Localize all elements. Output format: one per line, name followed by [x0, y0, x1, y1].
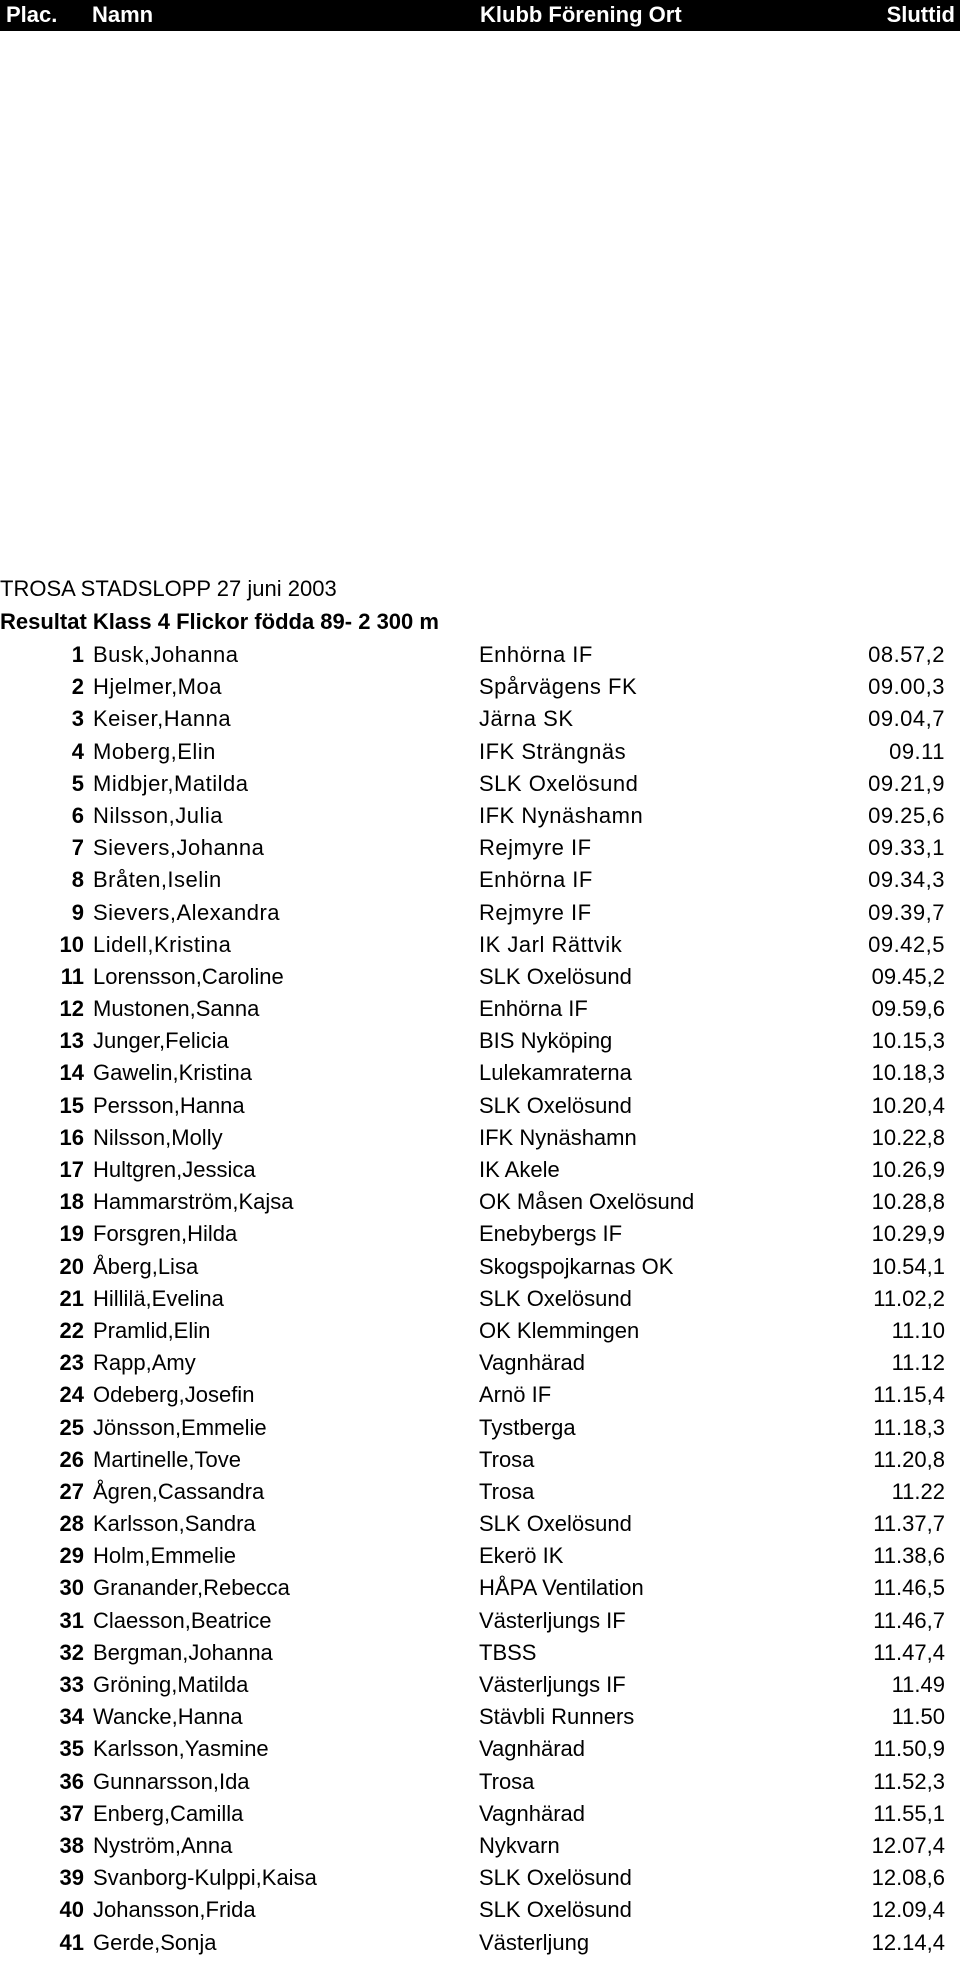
result-place: 21	[59, 1285, 84, 1311]
result-club: SLK Oxelösund	[479, 1285, 632, 1311]
result-place: 29	[59, 1543, 84, 1569]
result-place: 28	[59, 1511, 84, 1537]
result-name: Mustonen,Sanna	[93, 996, 260, 1022]
result-name: Persson,Hanna	[93, 1092, 245, 1118]
result-row	[0, 1318, 960, 1350]
result-row	[0, 1060, 960, 1092]
result-club: SLK Oxelösund	[479, 1897, 632, 1923]
result-row	[0, 1801, 960, 1833]
result-time: 10.15,3	[871, 1028, 945, 1054]
result-place: 11	[60, 963, 84, 989]
result-row	[0, 1028, 960, 1060]
result-place: 19	[59, 1221, 84, 1247]
result-time: 09.34,3	[868, 867, 945, 893]
result-club: Rejmyre IF	[479, 899, 592, 925]
result-place: 41	[59, 1929, 84, 1955]
result-place: 14	[59, 1060, 84, 1086]
result-row	[0, 1447, 960, 1479]
result-name: Åberg,Lisa	[93, 1253, 199, 1279]
result-row	[0, 996, 960, 1028]
result-name: Hultgren,Jessica	[93, 1157, 256, 1182]
result-name: Pramlid,Elin	[93, 1317, 211, 1343]
result-row	[0, 1769, 960, 1801]
result-time: 10.26,9	[871, 1157, 945, 1182]
result-row	[0, 1479, 960, 1511]
result-club: Vagnhärad	[479, 1800, 586, 1826]
result-place: 9	[71, 899, 84, 925]
result-place: 2	[71, 674, 84, 700]
result-time: 09.00,3	[868, 674, 945, 700]
result-time: 10.54,1	[871, 1253, 945, 1279]
result-name: Gawelin,Kristina	[93, 1060, 252, 1086]
result-club: OK Måsen Oxelösund	[479, 1189, 695, 1215]
result-place: 7	[71, 835, 84, 861]
result-time: 12.09,4	[871, 1897, 945, 1923]
result-place: 10	[59, 931, 84, 957]
result-row	[0, 1833, 960, 1865]
result-time: 11.20,8	[873, 1446, 945, 1472]
result-row	[0, 1382, 960, 1414]
result-name: Sievers,Johanna	[93, 835, 265, 861]
result-row	[0, 1415, 960, 1447]
result-name: Lidell,Kristina	[93, 931, 232, 957]
result-name: Johansson,Frida	[93, 1897, 256, 1923]
result-name: Nyström,Anna	[93, 1832, 233, 1858]
result-name: Nilsson,Julia	[93, 802, 223, 828]
result-club: IK Akele	[479, 1157, 560, 1182]
result-time: 09.33,1	[868, 835, 945, 861]
result-name: Martinelle,Tove	[93, 1446, 241, 1472]
result-name: Ågren,Cassandra	[93, 1478, 265, 1504]
result-time: 11.12	[891, 1350, 945, 1376]
result-place: 1	[71, 642, 84, 667]
result-time: 11.37,7	[873, 1511, 945, 1537]
result-name: Forsgren,Hilda	[93, 1221, 238, 1247]
result-club: Enebybergs IF	[479, 1221, 623, 1247]
result-place: 12	[59, 996, 84, 1022]
result-place: 20	[59, 1253, 84, 1279]
result-club: HÅPA Ventilation	[479, 1575, 644, 1601]
result-name: Lorensson,Caroline	[93, 963, 284, 989]
result-club: Nykvarn	[479, 1832, 560, 1858]
result-place: 35	[59, 1736, 84, 1762]
result-time: 11.38,6	[873, 1543, 945, 1569]
result-time: 10.28,8	[871, 1189, 945, 1215]
result-name: Jönsson,Emmelie	[93, 1414, 267, 1440]
result-place: 37	[59, 1800, 84, 1826]
result-name: Hillilä,Evelina	[93, 1285, 224, 1311]
result-name: Midbjer,Matilda	[93, 770, 249, 796]
result-row	[0, 674, 960, 706]
result-time: 11.18,3	[873, 1414, 945, 1440]
result-place: 26	[59, 1446, 84, 1472]
result-club: Ekerö IK	[479, 1543, 564, 1569]
result-place: 30	[59, 1575, 84, 1601]
result-club: Enhörna IF	[479, 642, 593, 667]
result-place: 15	[59, 1092, 84, 1118]
result-row	[0, 867, 960, 899]
result-row	[0, 1511, 960, 1543]
result-club: Enhörna IF	[479, 996, 588, 1022]
result-club: OK Klemmingen	[479, 1317, 640, 1343]
result-club: IFK Nynäshamn	[479, 802, 644, 828]
result-place: 16	[59, 1124, 84, 1150]
result-time: 11.50	[891, 1704, 945, 1730]
result-time: 08.57,2	[868, 642, 945, 667]
result-club: Trosa	[479, 1768, 535, 1794]
result-name: Busk,Johanna	[93, 642, 239, 667]
result-club: SLK Oxelösund	[479, 1092, 632, 1118]
result-name: Bråten,Iselin	[93, 867, 222, 893]
result-place: 39	[59, 1865, 84, 1891]
result-name: Holm,Emmelie	[93, 1543, 237, 1569]
result-place: 8	[71, 867, 84, 893]
result-row	[0, 1575, 960, 1607]
result-row	[0, 1254, 960, 1286]
result-place: 13	[59, 1028, 84, 1054]
result-name: Svanborg-Kulppi,Kaisa	[93, 1865, 317, 1891]
result-time: 10.22,8	[871, 1124, 945, 1150]
result-club: BIS Nyköping	[479, 1028, 613, 1054]
result-club: SLK Oxelösund	[479, 770, 639, 796]
result-time: 11.46,5	[873, 1575, 945, 1601]
result-time: 09.39,7	[868, 899, 945, 925]
result-place: 32	[59, 1639, 84, 1665]
class-title: Resultat Klass 4 Flickor födda 89- 2 300 m	[0, 609, 439, 634]
result-row	[0, 1930, 960, 1962]
result-row	[0, 1157, 960, 1189]
result-place: 22	[59, 1317, 84, 1343]
result-row	[0, 1189, 960, 1221]
result-time: 09.59,6	[871, 996, 945, 1022]
result-row	[0, 1736, 960, 1768]
result-club: Spårvägens FK	[479, 674, 638, 700]
result-name: Karlsson,Sandra	[93, 1511, 256, 1537]
result-name: Gröning,Matilda	[93, 1672, 249, 1697]
result-name: Hjelmer,Moa	[93, 674, 222, 700]
result-time: 11.55,1	[873, 1800, 945, 1826]
result-time: 11.22	[891, 1478, 945, 1504]
result-club: Västerljungs IF	[479, 1607, 626, 1633]
result-time: 12.08,6	[871, 1865, 945, 1891]
result-club: Vagnhärad	[479, 1736, 586, 1762]
result-place: 36	[59, 1768, 84, 1794]
result-row	[0, 771, 960, 803]
result-name: Granander,Rebecca	[93, 1575, 290, 1601]
header-place: Plac.	[6, 2, 58, 27]
result-club: Trosa	[479, 1478, 535, 1504]
result-club: Lulekamraterna	[479, 1060, 632, 1086]
result-time: 11.47,4	[873, 1639, 945, 1665]
header-time: Sluttid	[886, 2, 955, 27]
result-row	[0, 1704, 960, 1736]
header-name: Namn	[92, 2, 154, 27]
result-time: 09.11	[889, 738, 945, 764]
result-row	[0, 932, 960, 964]
result-place: 3	[71, 706, 84, 732]
result-name: Enberg,Camilla	[93, 1800, 244, 1826]
result-name: Hammarström,Kajsa	[93, 1189, 294, 1215]
result-club: Rejmyre IF	[479, 835, 592, 861]
result-club: IFK Nynäshamn	[479, 1124, 637, 1150]
result-name: Karlsson,Yasmine	[93, 1736, 269, 1762]
result-row	[0, 803, 960, 835]
result-place: 18	[59, 1189, 84, 1215]
result-name: Rapp,Amy	[93, 1350, 196, 1376]
result-time: 11.46,7	[873, 1607, 945, 1633]
header-club: Klubb Förening Ort	[480, 2, 682, 27]
result-name: Keiser,Hanna	[93, 706, 232, 732]
result-club: Arnö IF	[479, 1382, 552, 1408]
result-club: IK Jarl Rättvik	[479, 931, 623, 957]
result-row	[0, 642, 960, 674]
result-row	[0, 1125, 960, 1157]
result-name: Moberg,Elin	[93, 738, 216, 764]
result-time: 11.02,2	[873, 1285, 945, 1311]
result-place: 25	[59, 1414, 84, 1440]
result-place: 33	[59, 1672, 84, 1697]
result-place: 38	[59, 1832, 84, 1858]
result-time: 12.07,4	[871, 1832, 945, 1858]
result-place: 27	[59, 1478, 84, 1504]
event-title: TROSA STADSLOPP 27 juni 2003	[0, 576, 337, 601]
results-list	[0, 642, 960, 1962]
result-row	[0, 835, 960, 867]
result-name: Gunnarsson,Ida	[93, 1768, 250, 1794]
result-name: Nilsson,Molly	[93, 1124, 223, 1150]
result-time: 11.52,3	[873, 1768, 945, 1794]
result-row	[0, 1897, 960, 1929]
result-name: Wancke,Hanna	[93, 1704, 243, 1730]
result-row	[0, 964, 960, 996]
result-row	[0, 1221, 960, 1253]
result-row	[0, 1286, 960, 1318]
result-place: 23	[59, 1350, 84, 1376]
result-place: 24	[59, 1382, 84, 1408]
result-name: Odeberg,Josefin	[93, 1382, 255, 1408]
result-row	[0, 739, 960, 771]
result-time: 09.04,7	[868, 706, 945, 732]
result-name: Sievers,Alexandra	[93, 899, 281, 925]
result-time: 12.14,4	[871, 1929, 945, 1955]
result-club: TBSS	[479, 1639, 537, 1665]
result-row	[0, 706, 960, 738]
result-place: 31	[59, 1607, 84, 1633]
result-club: Västerljungs IF	[479, 1672, 626, 1697]
column-header-bar	[0, 0, 960, 31]
result-name: Bergman,Johanna	[93, 1639, 273, 1665]
result-place: 34	[59, 1704, 84, 1730]
result-time: 11.50,9	[873, 1736, 945, 1762]
result-row	[0, 1640, 960, 1672]
result-club: Vagnhärad	[479, 1350, 586, 1376]
result-time: 10.20,4	[871, 1092, 945, 1118]
result-place: 5	[71, 770, 84, 796]
result-place: 4	[71, 738, 84, 764]
result-club: SLK Oxelösund	[479, 1511, 632, 1537]
result-place: 40	[59, 1897, 84, 1923]
result-club: Tystberga	[479, 1414, 576, 1440]
result-club: SLK Oxelösund	[479, 1865, 632, 1891]
result-club: SLK Oxelösund	[479, 963, 632, 989]
result-row	[0, 1865, 960, 1897]
result-row	[0, 1543, 960, 1575]
result-club: IFK Strängnäs	[479, 738, 627, 764]
result-name: Junger,Felicia	[93, 1028, 229, 1054]
result-time: 11.15,4	[873, 1382, 945, 1408]
result-row	[0, 1672, 960, 1704]
result-name: Gerde,Sonja	[93, 1929, 217, 1955]
result-row	[0, 1093, 960, 1125]
result-time: 10.18,3	[871, 1060, 945, 1086]
result-time: 09.21,9	[868, 770, 945, 796]
result-row	[0, 1608, 960, 1640]
result-club: Trosa	[479, 1446, 535, 1472]
result-club: Skogspojkarnas OK	[479, 1253, 674, 1279]
result-place: 17	[59, 1157, 84, 1182]
result-club: Järna SK	[479, 706, 574, 732]
result-time: 10.29,9	[871, 1221, 945, 1247]
result-place: 6	[71, 802, 84, 828]
result-club: Västerljung	[479, 1929, 590, 1955]
result-time: 11.49	[891, 1672, 945, 1697]
result-name: Claesson,Beatrice	[93, 1607, 272, 1633]
result-row	[0, 900, 960, 932]
result-club: Enhörna IF	[479, 867, 593, 893]
result-club: Stävbli Runners	[479, 1704, 635, 1730]
result-time: 09.25,6	[868, 802, 945, 828]
result-time: 09.45,2	[871, 963, 945, 989]
result-time: 09.42,5	[868, 931, 945, 957]
result-row	[0, 1350, 960, 1382]
result-time: 11.10	[891, 1317, 945, 1343]
